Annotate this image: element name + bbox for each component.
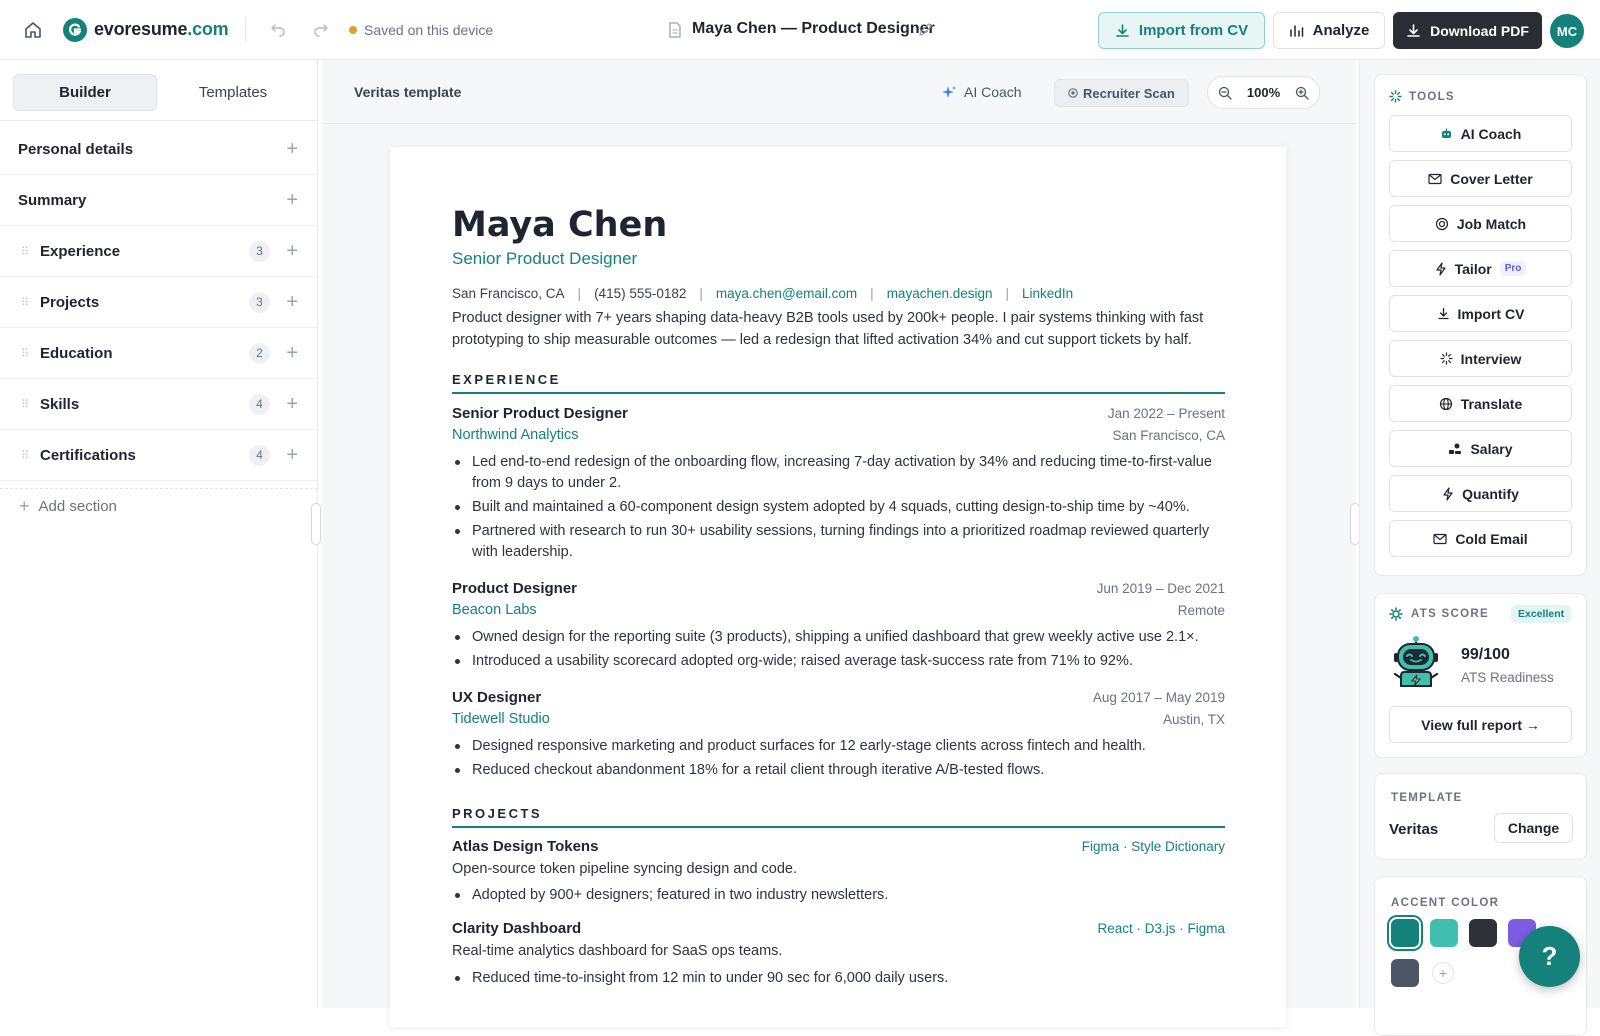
home-icon[interactable] [24,21,42,39]
tool-cold-email-button[interactable] [1389,520,1572,557]
job-title[interactable]: UX Designer [452,689,542,706]
ats-gear-icon [1389,607,1403,621]
recruiter-scan-button[interactable] [1054,79,1189,107]
plus-icon[interactable]: + [286,291,298,313]
project-tags: React · D3.js · Figma [1097,921,1225,936]
section-label: Personal details [18,140,134,158]
left-panel [0,60,318,1008]
tool-label: Cover Letter [1450,170,1533,187]
job-bullets [452,736,1212,784]
drag-handle-icon[interactable]: ⠿ [21,398,29,411]
tool-label: Interview [1460,350,1522,367]
builder-tabs [13,74,307,111]
plus-icon[interactable]: + [286,189,298,211]
tool-ai-coach-button[interactable] [1389,115,1572,152]
ats-score-label: ATS SCORE [1411,608,1489,620]
tool-import-cv-button[interactable] [1389,295,1572,332]
save-status: Saved on this device [364,22,494,38]
section-summary[interactable] [0,175,318,226]
tool-label: Job Match [1456,215,1527,232]
job-company: Northwind Analytics [452,427,579,443]
download-pdf-label: Download PDF [1430,22,1529,39]
contact-location: San Francisco, CA [452,286,565,301]
resume-role[interactable]: Senior Product Designer [452,249,638,268]
document-icon [668,22,682,38]
add-color-button[interactable]: + [1432,962,1454,984]
project-title[interactable]: Atlas Design Tokens [452,838,599,855]
accent-color-label: ACCENT COLOR [1391,897,1500,909]
envelope-icon [1428,173,1442,185]
section-label: Summary [18,191,87,209]
sparkle-icon [942,85,957,100]
download-pdf-button[interactable] [1393,12,1542,49]
template-name: Veritas template [354,84,462,100]
tool-cover-letter-button[interactable] [1389,160,1572,197]
tool-label: Quantify [1462,485,1519,502]
resume-page [390,147,1286,1027]
tool-label: Salary [1470,440,1513,457]
zoom-level: 100% [1246,85,1281,100]
analyze-button[interactable] [1273,12,1385,49]
tool-tailor-button[interactable] [1389,250,1572,287]
project-tags: Figma · Style Dictionary [1081,839,1225,854]
job-title[interactable]: Product Designer [452,580,578,597]
job-company: Beacon Labs [452,602,537,618]
contact-separator: | [870,286,874,301]
import-from-cv-label: Import from CV [1138,22,1249,39]
list-item[interactable]: Owned design for the reporting suite (3 products), shipping a unified dashboard that grew weekly active use 2.1×. [452,627,1212,648]
ats-score-card [1374,593,1587,758]
list-item[interactable]: Designed responsive marketing and product surfaces for 12 early-stage clients across fintech and health. [452,736,1212,757]
saved-status-dot [349,26,357,34]
accent-swatch[interactable] [1430,919,1458,947]
job-bullets [452,452,1212,566]
right-panel [1359,60,1600,1008]
section-label: Education [40,344,113,362]
job-dates: Jun 2019 – Dec 2021 [1096,581,1225,596]
eye-icon [1068,88,1078,98]
ai-coach-link[interactable] [942,84,1022,100]
contact-linkedin[interactable]: LinkedIn [1022,286,1074,301]
section-label: Certifications [40,446,136,464]
template-value: Veritas [1389,821,1439,838]
envelope-icon [1433,533,1447,545]
section-education[interactable] [0,328,318,379]
brand-name[interactable]: evoresume.com [94,19,229,39]
job-dates: Aug 2017 – May 2019 [1092,690,1225,705]
job-title[interactable]: Senior Product Designer [452,405,628,422]
help-button[interactable]: ? [1519,926,1580,987]
add-section-label: Add section [38,498,117,515]
spinner-icon [1440,352,1453,365]
tool-quantify-button[interactable] [1389,475,1572,512]
undo-icon[interactable] [270,21,286,37]
tool-label: AI Coach [1460,125,1522,142]
bolt-icon [1442,487,1454,501]
tools-label: TOOLS [1409,91,1455,103]
section-label: Skills [40,395,80,413]
tool-label: Import CV [1457,305,1525,322]
projects-heading: PROJECTS [452,806,1225,828]
drag-handle-icon[interactable]: ⠿ [21,296,29,309]
project-description: Real-time analytics dashboard for SaaS ops teams. [452,943,783,959]
job-location: San Francisco, CA [1112,428,1225,443]
list-item[interactable]: Built and maintained a 60-component design system adopted by 4 squads, cutting design-to-ship time by ~40%. [452,497,1212,518]
tool-label: Tailor [1454,260,1492,277]
zoom-in-icon[interactable] [1295,86,1309,100]
list-item[interactable]: Introduced a usability scorecard adopted org-wide; raised average task-success rate from 71% to 92%. [452,651,1212,672]
plus-icon[interactable]: + [286,393,298,415]
section-personal-details[interactable] [0,124,318,175]
ats-status-badge: Excellent [1511,605,1571,623]
section-certifications[interactable] [0,430,318,481]
plus-icon[interactable]: + [286,444,298,466]
left-resize-handle[interactable] [311,503,321,545]
zoom-out-icon[interactable] [1218,86,1232,100]
resume-name[interactable]: Maya Chen [452,205,668,245]
experience-heading: EXPERIENCE [452,372,1225,394]
job-location: Austin, TX [1162,712,1225,727]
contact-separator: | [1005,286,1010,301]
drag-handle-icon[interactable]: ⠿ [21,449,29,462]
tool-job-match-button[interactable] [1389,205,1572,242]
plus-icon[interactable]: + [286,240,298,262]
brand-logo-icon [63,18,87,42]
tool-salary-button[interactable] [1389,430,1572,467]
pro-badge: Pro [1500,261,1527,276]
tab-builder[interactable]: Builder [13,74,157,111]
tab-templates[interactable]: Templates [198,84,268,101]
section-skills[interactable] [0,379,318,430]
globe-icon [1439,397,1453,411]
tool-label: Translate [1460,395,1523,412]
contact-email[interactable]: maya.chen@email.com [715,286,858,301]
ats-score-value: 99/100 [1461,646,1510,663]
resume-summary[interactable]: Product designer with 7+ years shaping data-heavy B2B tools used by 200k+ people. I pair systems thinking with fast prototyping to ship measurable outcomes — led a redesign that lifted activation 34% and cut support tickets by half. [452,310,1204,348]
tools-card [1374,74,1587,576]
job-bullets [452,627,1212,675]
recruiter-scan-label: Recruiter Scan [1083,85,1175,101]
bar-chart-icon [1289,23,1304,38]
section-label: Projects [40,293,100,311]
edit-pencil-icon[interactable] [918,22,933,37]
divider [245,18,246,42]
divider [0,120,318,121]
download-icon [1437,307,1450,320]
download-icon [1406,23,1421,38]
job-location: Remote [1177,603,1225,618]
job-dates: Jan 2022 – Present [1107,406,1225,421]
tool-translate-button[interactable] [1389,385,1572,422]
project-bullets [452,885,1212,909]
project-title[interactable]: Clarity Dashboard [452,920,582,937]
add-section-button[interactable] [19,496,117,517]
project-description: Open-source token pipeline syncing design and code. [452,861,798,877]
contact-separator: | [577,286,582,301]
spinner-icon [1389,90,1402,103]
section-count-badge: 4 [249,394,270,415]
plus-icon[interactable]: + [286,138,298,160]
list-item[interactable]: Reduced checkout abandonment 18% for a retail client through iterative A/B-tested flows. [452,760,1212,781]
list-item[interactable]: Reduced time-to-insight from 12 min to under 90 sec for 6,000 daily users. [452,968,1212,989]
robot-icon [1440,127,1453,140]
document-title[interactable]: Maya Chen — Product Designer [692,20,935,37]
section-projects[interactable] [0,277,318,328]
robot-mascot-icon [1391,636,1441,692]
section-count-badge: 3 [249,292,270,313]
divider [0,488,318,489]
analyze-label: Analyze [1312,22,1370,39]
coins-icon [1448,442,1462,455]
plus-icon[interactable]: + [286,342,298,364]
bolt-icon [1435,262,1447,276]
redo-icon[interactable] [313,21,329,37]
drag-handle-icon[interactable]: ⠿ [21,245,29,258]
ai-coach-label: AI Coach [964,84,1022,100]
view-full-report-button[interactable]: View full report → [1389,706,1572,743]
template-label: TEMPLATE [1391,792,1463,804]
template-card [1374,773,1587,860]
ats-readiness-label: ATS Readiness [1461,670,1554,685]
project-bullets [452,968,1212,992]
canvas-toolbar [322,60,1356,124]
section-experience[interactable] [0,226,318,277]
contact-website[interactable]: mayachen.design [886,286,993,301]
user-avatar[interactable]: MC [1550,14,1584,48]
tool-interview-button[interactable] [1389,340,1572,377]
contact-phone: (415) 555-0182 [594,286,687,301]
list-item[interactable]: Adopted by 900+ designers; featured in two industry newsletters. [452,885,1212,906]
import-from-cv-button[interactable] [1098,12,1265,49]
drag-handle-icon[interactable]: ⠿ [21,347,29,360]
list-item[interactable]: Led end-to-end redesign of the onboarding flow, increasing 7-day activation by 34% and reducing time-to-first-value from 9 days to under 2. [452,452,1212,494]
contact-separator: | [699,286,703,301]
accent-swatch[interactable] [1469,919,1497,947]
plus-icon: + [19,496,30,516]
accent-swatch[interactable] [1391,919,1419,947]
change-template-button[interactable]: Change [1494,813,1573,843]
list-item[interactable]: Partnered with research to run 30+ usability sessions, turning findings into a prioritized roadmap reviewed quarterly with leadership. [452,521,1212,563]
section-label: Experience [40,242,121,260]
download-icon [1115,23,1130,38]
section-count-badge: 4 [249,445,270,466]
job-company: Tidewell Studio [452,711,550,727]
top-bar [0,0,1600,60]
accent-swatch[interactable] [1391,959,1419,987]
resume-contact-line [452,286,1073,301]
section-count-badge: 3 [249,241,270,262]
section-count-badge: 2 [249,343,270,364]
zoom-control [1207,76,1320,109]
tool-label: Cold Email [1455,530,1528,547]
target-icon [1435,217,1449,231]
